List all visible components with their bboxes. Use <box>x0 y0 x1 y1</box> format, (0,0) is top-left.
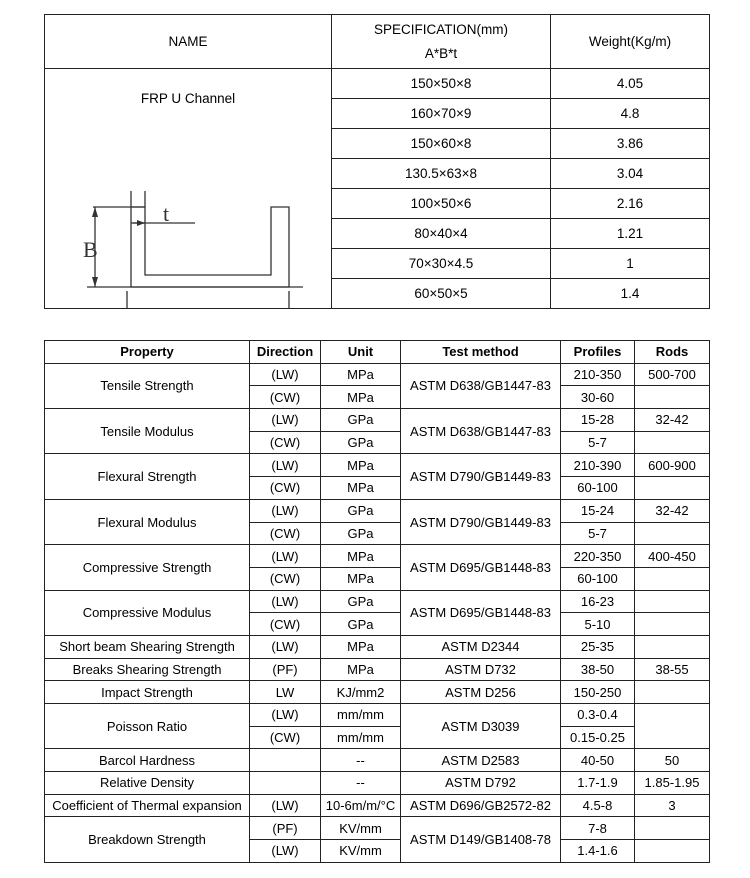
table-row <box>45 681 710 704</box>
profiles-value: 150-250 <box>561 681 635 704</box>
rods-value: 32-42 <box>635 499 710 522</box>
property-name: Flexural Modulus <box>45 499 250 544</box>
property-name: Barcol Hardness <box>45 749 250 772</box>
rods-value <box>635 477 710 500</box>
property-name: Poisson Ratio <box>45 704 250 749</box>
profiles-value: 7-8 <box>561 817 635 840</box>
rods-value: 600-900 <box>635 454 710 477</box>
profiles-value: 0.3-0.4 <box>561 704 635 727</box>
unit-header: Unit <box>321 341 401 364</box>
test-method: ASTM D2344 <box>401 635 561 658</box>
product-name: FRP U Channel <box>140 91 236 106</box>
rods-value: 500-700 <box>635 363 710 386</box>
property-name: Flexural Strength <box>45 454 250 499</box>
rods-value <box>635 386 710 409</box>
direction: (LW) <box>250 409 321 432</box>
property-name: Relative Density <box>45 772 250 795</box>
table-row <box>45 772 710 795</box>
property-header: Property <box>45 341 250 364</box>
profiles-value: 1.7-1.9 <box>561 772 635 795</box>
unit: GPa <box>321 522 401 545</box>
table-row <box>45 590 710 613</box>
profiles-value: 60-100 <box>561 567 635 590</box>
unit: GPa <box>321 613 401 636</box>
rods-value <box>635 613 710 636</box>
direction-header: Direction <box>250 341 321 364</box>
property-name: Tensile Strength <box>45 363 250 408</box>
spec-weight: 3.04 <box>551 159 710 189</box>
table-row <box>45 658 710 681</box>
profiles-value: 15-24 <box>561 499 635 522</box>
property-name: Compressive Modulus <box>45 590 250 635</box>
direction: (LW) <box>250 363 321 386</box>
direction: (CW) <box>250 522 321 545</box>
spec-size: 160×70×9 <box>332 99 551 129</box>
property-table <box>44 340 710 863</box>
unit: KV/mm <box>321 817 401 840</box>
spec-size: 150×50×8 <box>332 69 551 99</box>
test-method: ASTM D792 <box>401 772 561 795</box>
name-header: NAME <box>45 15 332 69</box>
spec-size: 130.5×63×8 <box>332 159 551 189</box>
table-row <box>45 363 710 386</box>
rods-value <box>635 817 710 840</box>
property-header-row <box>45 341 710 364</box>
unit: MPa <box>321 567 401 590</box>
spec-table <box>44 14 710 332</box>
table-row <box>45 817 710 840</box>
direction: (CW) <box>250 567 321 590</box>
table-row <box>45 635 710 658</box>
test-method-header: Test method <box>401 341 561 364</box>
profiles-value: 5-10 <box>561 613 635 636</box>
unit: GPa <box>321 409 401 432</box>
direction: LW <box>250 681 321 704</box>
direction: (LW) <box>250 704 321 727</box>
property-name: Compressive Strength <box>45 545 250 590</box>
rods-value <box>635 522 710 545</box>
spec-header-row <box>45 15 710 69</box>
spec-weight: 2.16 <box>551 189 710 219</box>
property-name: Tensile Modulus <box>45 409 250 454</box>
unit: MPa <box>321 658 401 681</box>
product-cell <box>45 69 332 332</box>
table-row <box>45 749 710 772</box>
test-method: ASTM D695/GB1448-83 <box>401 545 561 590</box>
unit: GPa <box>321 431 401 454</box>
diagram-label-b: B <box>83 237 98 262</box>
unit: mm/mm <box>321 726 401 749</box>
table-row <box>45 545 710 568</box>
direction: (LW) <box>250 794 321 817</box>
specification-header-line2: A*B*t <box>424 45 458 61</box>
u-channel-diagram <box>83 129 303 332</box>
test-method: ASTM D149/GB1408-78 <box>401 817 561 862</box>
rods-value <box>635 704 710 749</box>
unit: KJ/mm2 <box>321 681 401 704</box>
spec-size: 60×50×5 <box>332 279 551 309</box>
table-row <box>45 454 710 477</box>
profiles-value: 1.4-1.6 <box>561 840 635 863</box>
profiles-header: Profiles <box>561 341 635 364</box>
unit: MPa <box>321 363 401 386</box>
unit: MPa <box>321 454 401 477</box>
profiles-value: 5-7 <box>561 431 635 454</box>
property-name: Breaks Shearing Strength <box>45 658 250 681</box>
spec-weight: 1.21 <box>551 219 710 249</box>
profiles-value: 220-350 <box>561 545 635 568</box>
profiles-value: 38-50 <box>561 658 635 681</box>
rods-value <box>635 590 710 613</box>
spec-size: 150×60×8 <box>332 129 551 159</box>
spec-weight: 4.05 <box>551 69 710 99</box>
direction: (CW) <box>250 386 321 409</box>
diagram-label-a: A <box>207 307 223 332</box>
rods-value <box>635 840 710 863</box>
direction: (CW) <box>250 431 321 454</box>
unit: KV/mm <box>321 840 401 863</box>
table-row <box>45 499 710 522</box>
profiles-value: 210-350 <box>561 363 635 386</box>
weight-header: Weight(Kg/m) <box>551 15 710 69</box>
unit: GPa <box>321 590 401 613</box>
direction: (CW) <box>250 477 321 500</box>
test-method: ASTM D695/GB1448-83 <box>401 590 561 635</box>
spec-weight: 1.4 <box>551 279 710 309</box>
test-method: ASTM D638/GB1447-83 <box>401 409 561 454</box>
test-method: ASTM D732 <box>401 658 561 681</box>
rods-value: 38-55 <box>635 658 710 681</box>
direction: (CW) <box>250 613 321 636</box>
unit: MPa <box>321 386 401 409</box>
rods-value: 32-42 <box>635 409 710 432</box>
table-row <box>45 409 710 432</box>
test-method: ASTM D2583 <box>401 749 561 772</box>
direction: (PF) <box>250 658 321 681</box>
rods-header: Rods <box>635 341 710 364</box>
table-row <box>45 794 710 817</box>
unit: MPa <box>321 635 401 658</box>
test-method: ASTM D696/GB2572-82 <box>401 794 561 817</box>
direction <box>250 772 321 795</box>
unit: MPa <box>321 477 401 500</box>
test-method: ASTM D790/GB1449-83 <box>401 499 561 544</box>
test-method: ASTM D3039 <box>401 704 561 749</box>
unit: -- <box>321 772 401 795</box>
direction: (LW) <box>250 635 321 658</box>
direction <box>250 749 321 772</box>
profiles-value: 40-50 <box>561 749 635 772</box>
property-name: Impact Strength <box>45 681 250 704</box>
profiles-value: 210-390 <box>561 454 635 477</box>
profiles-value: 60-100 <box>561 477 635 500</box>
direction: (LW) <box>250 499 321 522</box>
profiles-value: 30-60 <box>561 386 635 409</box>
profiles-value: 15-28 <box>561 409 635 432</box>
unit: mm/mm <box>321 704 401 727</box>
profiles-value: 0.15-0.25 <box>561 726 635 749</box>
rods-value <box>635 681 710 704</box>
spec-size: 80×40×4 <box>332 219 551 249</box>
direction: (LW) <box>250 840 321 863</box>
test-method: ASTM D638/GB1447-83 <box>401 363 561 408</box>
spec-size: 70×30×4.5 <box>332 249 551 279</box>
spec-weight: 3.86 <box>551 129 710 159</box>
specification-header-line1: SPECIFICATION(mm) <box>374 21 508 37</box>
profiles-value: 25-35 <box>561 635 635 658</box>
unit: -- <box>321 749 401 772</box>
profiles-value: 5-7 <box>561 522 635 545</box>
spec-weight: 1 <box>551 249 710 279</box>
spec-size: 100×50×6 <box>332 189 551 219</box>
rods-value <box>635 635 710 658</box>
property-name: Breakdown Strength <box>45 817 250 862</box>
specification-header <box>332 15 551 69</box>
spec-row <box>45 69 710 99</box>
rods-value: 400-450 <box>635 545 710 568</box>
unit: 10-6m/m/°C <box>321 794 401 817</box>
profiles-value: 4.5-8 <box>561 794 635 817</box>
table-row <box>45 704 710 727</box>
direction: (LW) <box>250 590 321 613</box>
diagram-label-t: t <box>163 201 170 226</box>
test-method: ASTM D790/GB1449-83 <box>401 454 561 499</box>
unit: GPa <box>321 499 401 522</box>
test-method: ASTM D256 <box>401 681 561 704</box>
rods-value <box>635 567 710 590</box>
rods-value: 50 <box>635 749 710 772</box>
spec-weight: 4.8 <box>551 99 710 129</box>
direction: (LW) <box>250 545 321 568</box>
unit: MPa <box>321 545 401 568</box>
direction: (CW) <box>250 726 321 749</box>
direction: (LW) <box>250 454 321 477</box>
direction: (PF) <box>250 817 321 840</box>
rods-value: 3 <box>635 794 710 817</box>
property-name: Coefficient of Thermal expansion <box>45 794 250 817</box>
profiles-value: 16-23 <box>561 590 635 613</box>
property-name: Short beam Shearing Strength <box>45 635 250 658</box>
rods-value: 1.85-1.95 <box>635 772 710 795</box>
rods-value <box>635 431 710 454</box>
